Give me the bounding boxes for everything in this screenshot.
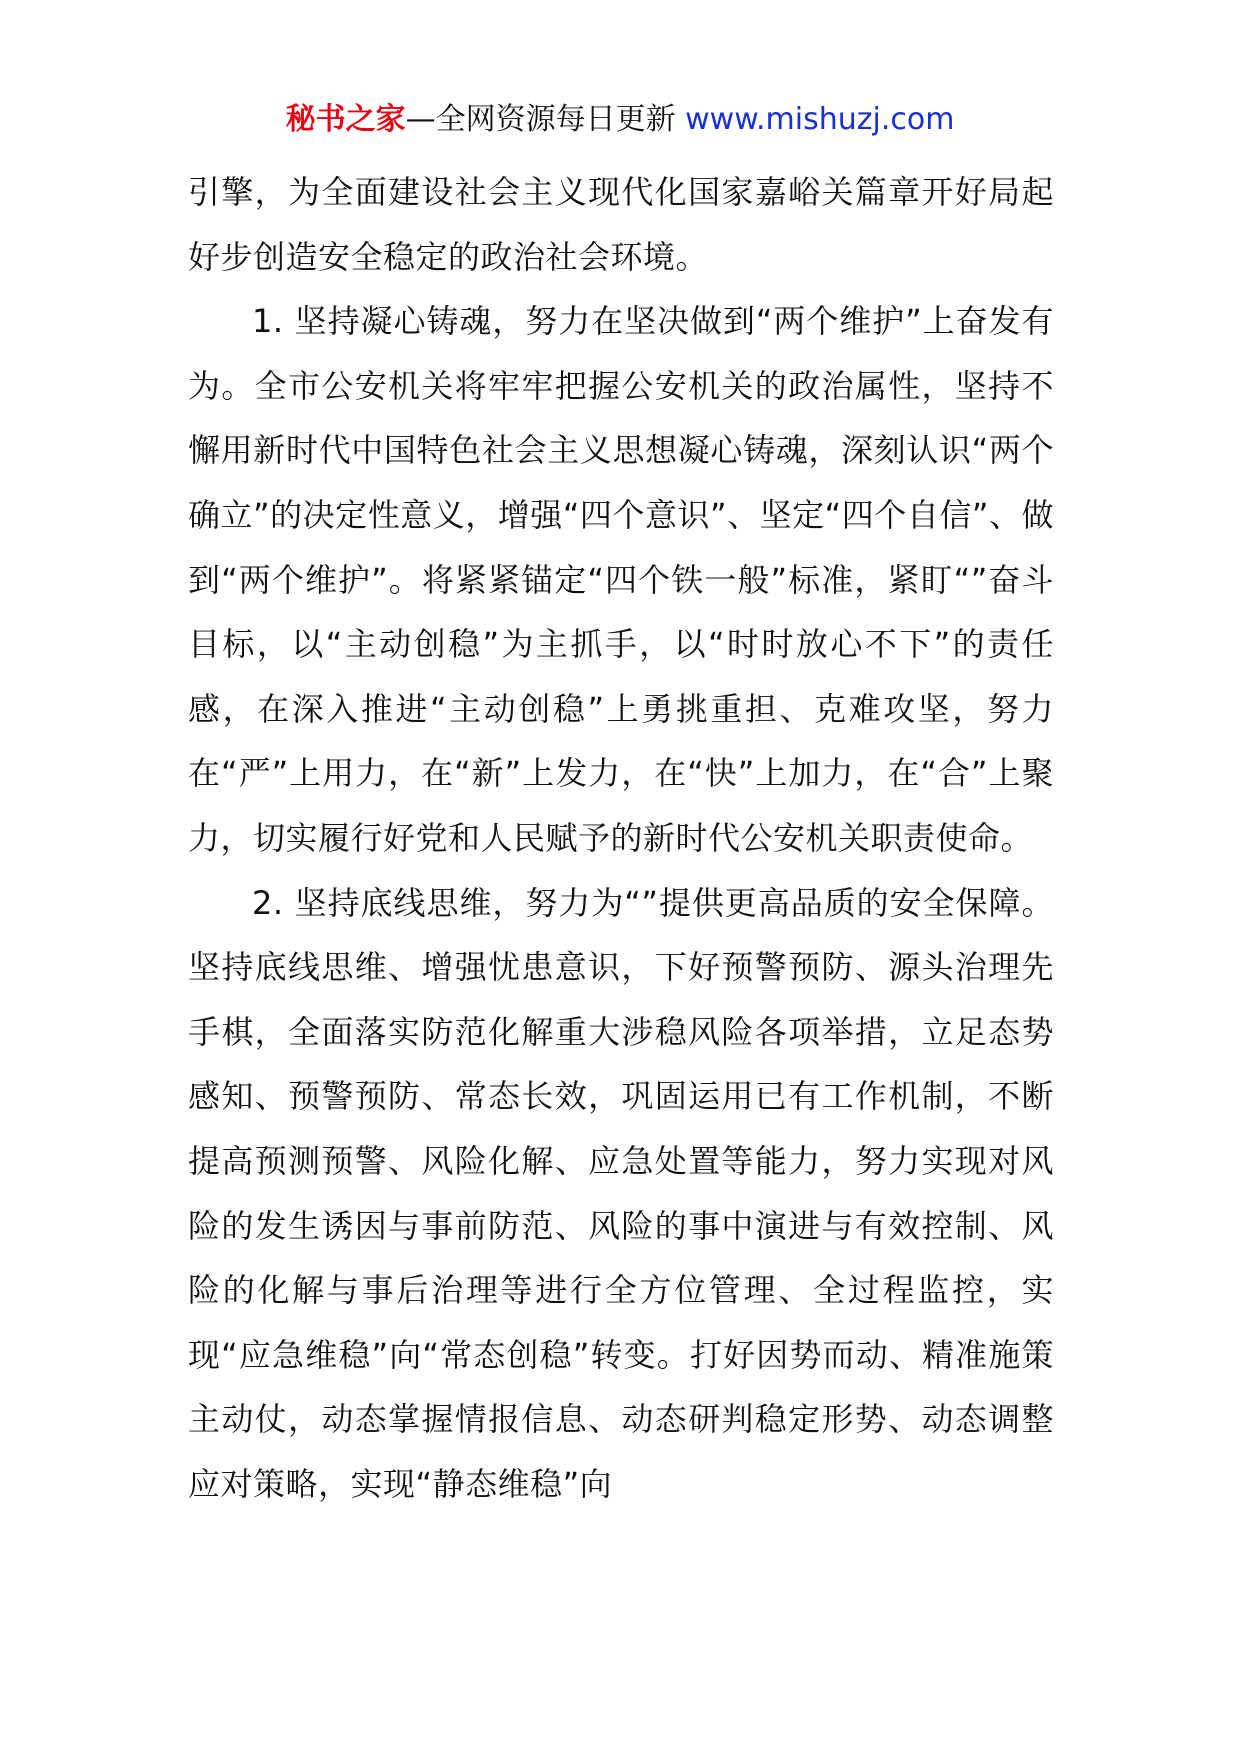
brand-name: 秘书之家	[285, 102, 406, 137]
paragraph-item-1: 1. 坚持凝心铸魂，努力在坚决做到“两个维护”上奋发有为。全市公安机关将牢牢把握公安机关的政治属性，坚持不懈用新时代中国特色社会主义思想凝心铸魂，深刻认识“两个确立”的决定性意义，增强“四个意识”、坚定“四个自信”、做到“两个维护”。将紧紧锚定“四个铁一般”标准，紧盯“”奋斗目标，以“主动创稳”为主抓手，以“时时放心不下”的责任感，在深入推进“主动创稳”上勇挑重担、克难攻坚，努力在“严”上用力，在“新”上发力，在“快”上加力，在“合”上聚力，切实履行好党和人民赋予的新时代公安机关职责使命。	[188, 302, 1054, 857]
page-header	[0, 100, 1240, 140]
document-body	[188, 160, 1054, 1516]
paragraph-continued: 引擎，为全面建设社会主义现代化国家嘉峪关篇章开好局起好步创造安全稳定的政治社会环境。	[188, 173, 1054, 276]
paragraph-item-2: 2. 坚持底线思维，努力为“”提供更高品质的安全保障。坚持底线思维、增强忧患意识，下好预警预防、源头治理先手棋，全面落实防范化解重大涉稳风险各项举措，立足态势感知、预警预防、常态长效，巩固运用已有工作机制，不断提高预测预警、风险化解、应急处置等能力，努力实现对风险的发生诱因与事前防范、风险的事中演进与有效控制、风险的化解与事后治理等进行全方位管理、全过程监控，实现“应急维稳”向“常态创稳”转变。打好因势而动、精准施策主动仗，动态掌握情报信息、动态研判稳定形势、动态调整应对策略，实现“静态维稳”向	[188, 883, 1054, 1503]
header-tagline: —全网资源每日更新	[405, 102, 686, 137]
website-url: www.mishuzj.com	[685, 102, 955, 137]
